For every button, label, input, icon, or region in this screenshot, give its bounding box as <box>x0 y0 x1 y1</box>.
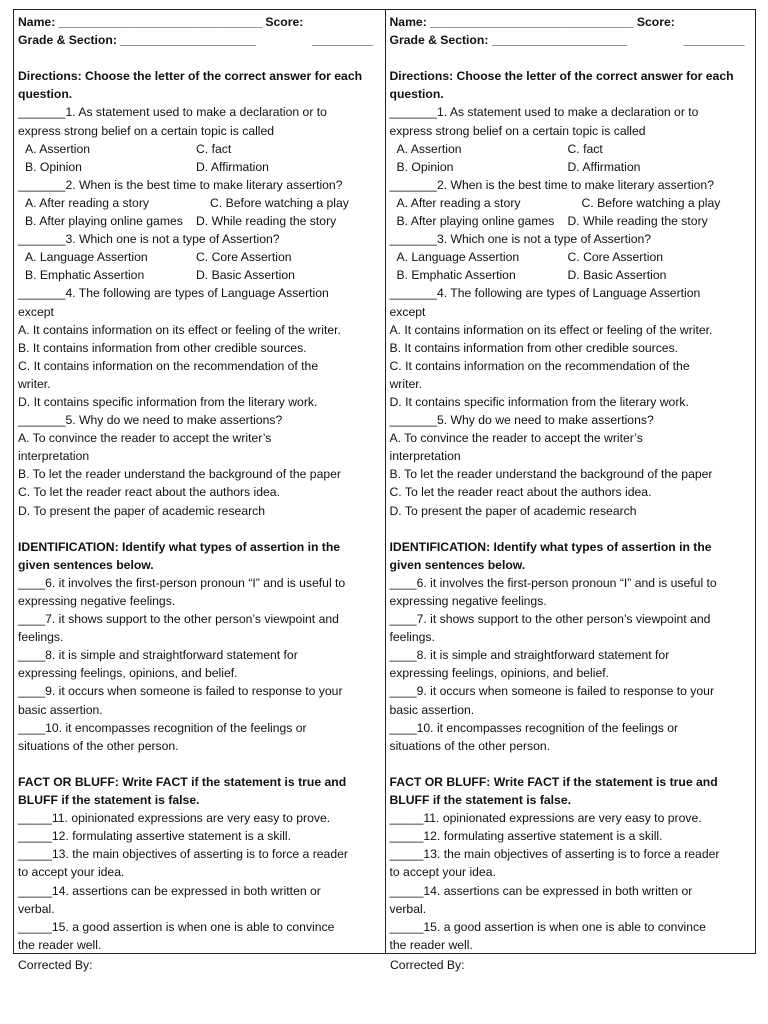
question-3: _______3. Which one is not a type of Assertion? <box>389 232 652 247</box>
spacer <box>18 49 385 67</box>
question-8: ____8. it is simple and straightforward statement for <box>18 648 298 663</box>
choice-c: C. Core Assertion <box>196 250 292 265</box>
question-14-cont: verbal. <box>389 901 427 916</box>
question-13: _____13. the main objectives of asserting is to force a reader <box>389 847 720 862</box>
name-score-line: Name: ______________________________ Score: <box>18 15 304 29</box>
spacer <box>390 49 756 67</box>
choice-a: A. Assertion <box>396 141 462 156</box>
choices-row <box>390 158 756 176</box>
choice-c: C. fact <box>567 141 603 156</box>
choice-a: A. Language Assertion <box>25 250 148 265</box>
question-5: _______5. Why do we need to make assertions? <box>18 413 283 428</box>
choice-a: A. To convince the reader to accept the writer’s <box>389 431 643 446</box>
choice-c: C. Before watching a play <box>581 195 721 210</box>
choices-row <box>18 158 385 176</box>
question-1-cont: express strong belief on a certain topic is called <box>18 123 275 138</box>
question-2: _______2. When is the best time to make literary assertion? <box>18 177 343 192</box>
choices-row <box>390 140 756 158</box>
choices-row <box>18 140 385 158</box>
choice-a: A. To convince the reader to accept the writer’s <box>18 431 272 446</box>
choice-b: B. It contains information from other credible sources. <box>389 340 679 355</box>
grade-section-line <box>18 31 385 49</box>
question-3: _______3. Which one is not a type of Assertion? <box>18 232 280 247</box>
question-13-cont: to accept your idea. <box>389 865 496 880</box>
question-10-cont: situations of the other person. <box>389 738 551 753</box>
question-15-cont: the reader well. <box>18 937 102 952</box>
choice-a: A. Assertion <box>25 141 91 156</box>
question-6-cont: expressing negative feelings. <box>18 594 176 608</box>
spacer <box>18 755 385 773</box>
question-15: _____15. a good assertion is when one is able to convince <box>389 919 706 934</box>
grade-section-label: Grade & Section: ____________________ <box>389 33 628 48</box>
choice-c: C. Before watching a play <box>210 195 349 210</box>
question-8: ____8. it is simple and straightforward statement for <box>389 648 670 663</box>
choice-b: B. To let the reader understand the background of the paper <box>389 467 713 482</box>
choice-d: D. While reading the story <box>567 214 708 229</box>
quiz-copy-right <box>385 10 756 953</box>
directions-text: Directions: Choose the letter of the correct answer for each <box>389 69 734 84</box>
choices-row <box>390 194 756 212</box>
question-12: _____12. formulating assertive statement is a skill. <box>389 829 663 844</box>
score-blank: _________ <box>683 33 745 48</box>
choices-row <box>18 248 385 266</box>
question-4: _______4. The following are types of Language Assertion <box>389 286 701 301</box>
choice-b: B. After playing online games <box>25 214 183 229</box>
choice-d: D. While reading the story <box>196 214 337 229</box>
question-2: _______2. When is the best time to make literary assertion? <box>389 177 714 192</box>
question-1: _______1. As statement used to make a declaration or to <box>389 105 699 120</box>
corrected-by-label-right: Corrected By: <box>390 958 465 972</box>
fact-or-bluff-heading-cont: BLUFF if the statement is false. <box>389 793 571 808</box>
choice-d: D. To present the paper of academic research <box>18 503 266 518</box>
choices-row <box>390 248 756 266</box>
question-11: _____11. opinionated expressions are very easy to prove. <box>18 811 331 826</box>
identification-heading: IDENTIFICATION: Identify what types of assertion in the <box>18 539 341 554</box>
question-14-cont: verbal. <box>18 901 55 916</box>
question-15-cont: the reader well. <box>389 937 473 952</box>
identification-heading-cont: given sentences below. <box>18 557 154 572</box>
question-9-cont: basic assertion. <box>389 702 475 717</box>
question-7-cont: feelings. <box>389 630 435 645</box>
choice-c: C. To let the reader react about the authors idea. <box>389 485 652 500</box>
choice-c: C. To let the reader react about the authors idea. <box>18 485 280 500</box>
question-11: _____11. opinionated expressions are very easy to prove. <box>389 811 702 826</box>
question-6-cont: expressing negative feelings. <box>389 594 547 608</box>
question-7-cont: feelings. <box>18 630 64 645</box>
choice-c: C. Core Assertion <box>567 250 664 265</box>
question-10: ____10. it encompasses recognition of the feelings or <box>18 720 307 735</box>
choice-a-cont: interpretation <box>18 449 90 464</box>
question-14: _____14. assertions can be expressed in both written or <box>18 883 321 898</box>
spacer <box>390 520 756 538</box>
question-7: ____7. it shows support to the other person’s viewpoint and <box>389 612 711 627</box>
choices-row <box>18 212 385 230</box>
question-6: ____6. it involves the first-person pronoun “I” and is useful to <box>18 575 346 590</box>
question-10-cont: situations of the other person. <box>18 738 179 753</box>
choices-row <box>390 212 756 230</box>
question-7: ____7. it shows support to the other person’s viewpoint and <box>18 612 339 627</box>
spacer <box>18 520 385 538</box>
question-15: _____15. a good assertion is when one is able to convince <box>18 919 335 934</box>
choices-row <box>390 266 756 284</box>
score-blank: _________ <box>312 33 374 48</box>
choice-b: B. To let the reader understand the background of the paper <box>18 467 341 482</box>
corrected-by-label-left: Corrected By: <box>18 958 93 972</box>
choice-d: D. Affirmation <box>196 159 269 174</box>
question-8-cont: expressing feelings, opinions, and belief. <box>389 666 610 681</box>
question-4-cont: except <box>389 304 426 319</box>
quiz-copy-left <box>14 10 385 953</box>
choice-b: B. Opinion <box>25 159 82 174</box>
question-4: _______4. The following are types of Language Assertion <box>18 286 329 301</box>
question-9: ____9. it occurs when someone is failed to response to your <box>18 684 343 699</box>
question-6: ____6. it involves the first-person pronoun “I” and is useful to <box>389 575 717 590</box>
directions-text: question. <box>389 87 444 102</box>
question-1: _______1. As statement used to make a declaration or to <box>18 105 327 120</box>
question-4-cont: except <box>18 304 54 319</box>
choice-a-cont: interpretation <box>389 449 461 464</box>
question-14: _____14. assertions can be expressed in both written or <box>389 883 693 898</box>
question-13: _____13. the main objectives of asserting is to force a reader <box>18 847 348 862</box>
directions-text: question. <box>18 87 73 102</box>
choice-b: B. Emphatic Assertion <box>25 268 145 283</box>
choice-a: A. Language Assertion <box>396 250 520 265</box>
choice-c-cont: writer. <box>18 376 51 391</box>
fact-or-bluff-heading-cont: BLUFF if the statement is false. <box>18 793 200 808</box>
identification-heading-cont: given sentences below. <box>389 557 526 572</box>
question-12: _____12. formulating assertive statement is a skill. <box>18 829 291 844</box>
question-9: ____9. it occurs when someone is failed to response to your <box>389 684 715 699</box>
fact-or-bluff-heading: FACT OR BLUFF: Write FACT if the statement is true and <box>18 774 347 789</box>
choice-b: B. Emphatic Assertion <box>396 268 516 283</box>
question-9-cont: basic assertion. <box>18 702 103 717</box>
choice-d: D. Basic Assertion <box>196 268 295 283</box>
question-1-cont: express strong belief on a certain topic is called <box>389 123 646 138</box>
grade-section-label: Grade & Section: ____________________ <box>18 33 256 48</box>
choice-c-cont: writer. <box>389 376 423 391</box>
choice-d: D. Affirmation <box>567 159 641 174</box>
choice-c: C. It contains information on the recommendation of the <box>18 358 319 373</box>
choices-row <box>18 194 385 212</box>
name-score-line: Name: ______________________________ Score: <box>389 15 675 29</box>
choice-d: D. Basic Assertion <box>567 268 667 283</box>
fact-or-bluff-heading: FACT OR BLUFF: Write FACT if the statement is true and <box>389 774 718 789</box>
question-10: ____10. it encompasses recognition of the feelings or <box>389 720 679 735</box>
grade-section-line <box>390 31 756 49</box>
choices-row <box>18 266 385 284</box>
choice-a: A. After reading a story <box>396 195 521 210</box>
question-8-cont: expressing feelings, opinions, and belief. <box>18 666 238 681</box>
choice-a: A. It contains information on its effect or feeling of the writer. <box>18 322 341 337</box>
choice-b: B. After playing online games <box>396 214 555 229</box>
choice-d: D. To present the paper of academic research <box>389 503 637 518</box>
identification-heading: IDENTIFICATION: Identify what types of assertion in the <box>389 539 712 554</box>
choice-d: D. It contains specific information from the literary work. <box>18 394 318 409</box>
choice-b: B. Opinion <box>396 159 454 174</box>
choice-a: A. It contains information on its effect or feeling of the writer. <box>389 322 713 337</box>
directions-text: Directions: Choose the letter of the correct answer for each <box>18 69 363 84</box>
choice-c: C. It contains information on the recommendation of the <box>389 358 690 373</box>
choice-b: B. It contains information from other credible sources. <box>18 340 307 355</box>
question-13-cont: to accept your idea. <box>18 865 125 880</box>
choice-c: C. fact <box>196 141 232 156</box>
choice-a: A. After reading a story <box>25 195 149 210</box>
question-5: _______5. Why do we need to make assertions? <box>389 413 654 428</box>
choice-d: D. It contains specific information from the literary work. <box>389 394 689 409</box>
quiz-sheet <box>13 9 756 954</box>
spacer <box>390 755 756 773</box>
